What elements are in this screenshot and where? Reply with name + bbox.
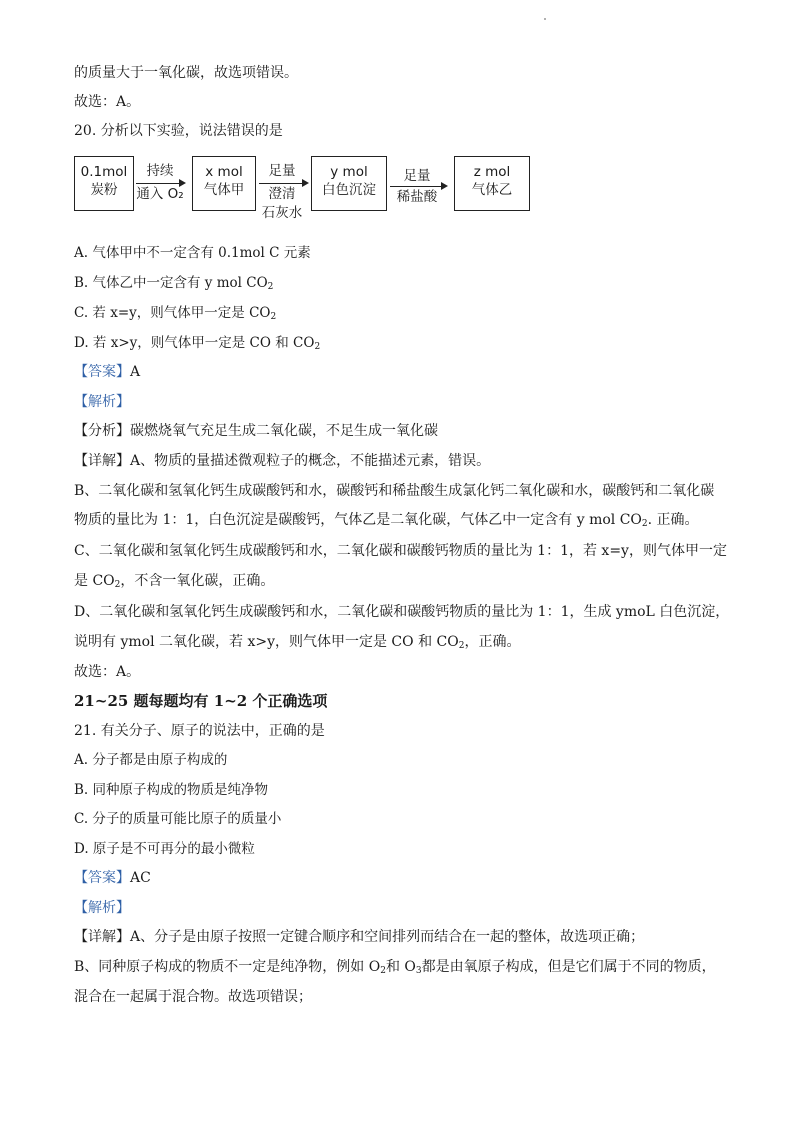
q20-detail-a [74, 452, 490, 470]
q20-detail-c-line1: C、二氧化碳和氢氧化钙生成碳酸钙和水，二氧化碳和碳酸钙物质的量比为 1：1，若 x=y，则气体甲一定 [74, 543, 727, 559]
subscript: 2 [380, 966, 386, 976]
box-gas-a [192, 156, 256, 211]
box-charcoal-amount: 0.1mol [80, 164, 128, 180]
answer-tag: 【答案】 [74, 870, 130, 886]
detail-b1-tail: 都是由氧原子构成，但是它们属于不同的物质， [421, 959, 716, 975]
box-gas-a-label: 气体甲 [203, 182, 245, 198]
q20-option-b-text: B. 气体乙中一定含有 y mol CO [74, 275, 268, 291]
box-gas-b-label: 气体乙 [471, 182, 513, 198]
q20-detail-b-line1: B、二氧化碳和氢氧化钙生成碳酸钙和水，碳酸钙和稀盐酸生成氯化钙二氧化碳和水，碳酸钙和二氧化碳 [74, 483, 715, 499]
subscript: 2 [270, 312, 277, 322]
subscript: 2 [458, 641, 465, 651]
intro-line-1: 的质量大于一氧化碳，故选项错误。 [74, 65, 298, 81]
fenxi-tag: 【分析】 [74, 423, 130, 439]
detail-b2-text: 物质的量比为 1：1，白色沉淀是碳酸钙，气体乙是二氧化碳，气体乙中一定含有 y mol CO [74, 512, 642, 528]
q21-detail-b-line2: 混合在一起属于混合物。故选项错误； [74, 989, 312, 1005]
arrow-2 [259, 183, 307, 184]
box-white-precipitate [311, 156, 387, 211]
q20-option-b [74, 274, 273, 296]
detail-d2-tail: ，正确。 [464, 634, 521, 650]
detail-tag: 【详解】 [74, 929, 130, 945]
detail-b2-tail: . 正确。 [647, 512, 699, 528]
arrow3-bottom-label: 稀盐酸 [396, 189, 438, 205]
detail-a-text: A、物质的量描述微观粒子的概念，不能描述元素，错误。 [130, 453, 491, 469]
arrow-1 [136, 183, 184, 184]
q21-answer [74, 869, 151, 887]
analysis-tag: 【解析】 [74, 900, 130, 916]
answer-tag: 【答案】 [74, 364, 130, 380]
box-gas-b-amount: z mol [473, 164, 511, 180]
q20-detail-b-line2 [74, 511, 699, 533]
subscript: 2 [114, 580, 121, 590]
box-gas-b [454, 156, 530, 211]
fenxi-text: 碳燃烧氧气充足生成二氧化碳，不足生成一氧化碳 [130, 423, 438, 439]
detail-tag: 【详解】 [74, 453, 130, 469]
q21-detail-a [74, 928, 644, 946]
arrow1-top-label: 持续 [146, 163, 174, 179]
box-charcoal [74, 156, 134, 211]
arrow2-top-label: 足量 [268, 163, 296, 179]
q20-option-d-text: D. 若 x>y，则气体甲一定是 CO 和 CO [74, 335, 315, 351]
q20-answer [74, 363, 140, 381]
q21-option-a: A. 分子都是由原子构成的 [74, 752, 228, 768]
q21-detail-b-line1 [74, 958, 716, 980]
intro-line-2: 故选：A。 [74, 94, 141, 110]
subscript: 2 [314, 342, 321, 352]
detail-a-text: A、分子是由原子按照一定键合顺序和空间排列而结合在一起的整体，故选项正确； [130, 929, 645, 945]
subscript: 2 [267, 282, 274, 292]
box-precipitate-amount: y mol [330, 164, 368, 180]
q20-analysis-heading [74, 393, 130, 411]
box-gas-a-amount: x mol [205, 164, 243, 180]
q21-option-c: C. 分子的质量可能比原子的质量小 [74, 811, 282, 827]
q21-stem: 21. 有关分子、原子的说法中，正确的是 [74, 723, 325, 739]
q21-option-b: B. 同种原子构成的物质是纯净物 [74, 782, 269, 798]
arrow1-bottom-label: 通入 O₂ [136, 186, 184, 202]
box-precipitate-label: 白色沉淀 [322, 182, 376, 198]
detail-c2-tail: ，不含一氧化碳，正确。 [120, 573, 275, 589]
q20-choose: 故选：A。 [74, 664, 141, 680]
q20-detail-d-line1: D、二氧化碳和氢氧化钙生成碳酸钙和水，二氧化碳和碳酸钙物质的量比为 1：1，生成 ymoL 白色沉淀， [74, 604, 730, 620]
q20-detail-d-line2 [74, 633, 520, 655]
q20-option-a: A. 气体甲中不一定含有 0.1mol C 元素 [74, 245, 311, 261]
scan-dot [544, 18, 546, 20]
subscript: 2 [641, 519, 648, 529]
q21-analysis-heading [74, 899, 130, 917]
q21-option-d: D. 原子是不可再分的最小微粒 [74, 841, 255, 857]
q20-option-c-text: C. 若 x=y，则气体甲一定是 CO [74, 305, 271, 321]
detail-b1-mid: 和 O [385, 959, 416, 975]
arrow2-mid-label: 澄清 [268, 186, 296, 202]
detail-d2-text: 说明有 ymol 二氧化碳，若 x>y，则气体甲一定是 CO 和 CO [74, 634, 459, 650]
arrow2-bottom-label: 石灰水 [261, 205, 303, 221]
answer-value: AC [130, 870, 151, 886]
detail-c2-text: 是 CO [74, 573, 115, 589]
analysis-tag: 【解析】 [74, 394, 130, 410]
q20-option-c [74, 304, 276, 326]
subscript: 3 [415, 966, 422, 976]
arrow3-top-label: 足量 [403, 168, 431, 184]
arrow-3 [390, 186, 446, 187]
box-charcoal-label: 炭粉 [90, 182, 118, 198]
q20-detail-c-line2 [74, 572, 274, 594]
answer-value: A [130, 364, 141, 380]
q20-fenxi [74, 422, 438, 440]
section-heading: 21~25 题每题均有 1~2 个正确选项 [74, 692, 328, 710]
detail-b1-text: B、同种原子构成的物质不一定是纯净物，例如 O [74, 959, 381, 975]
q20-option-d [74, 334, 320, 356]
q20-stem: 20. 分析以下实验，说法错误的是 [74, 123, 283, 139]
